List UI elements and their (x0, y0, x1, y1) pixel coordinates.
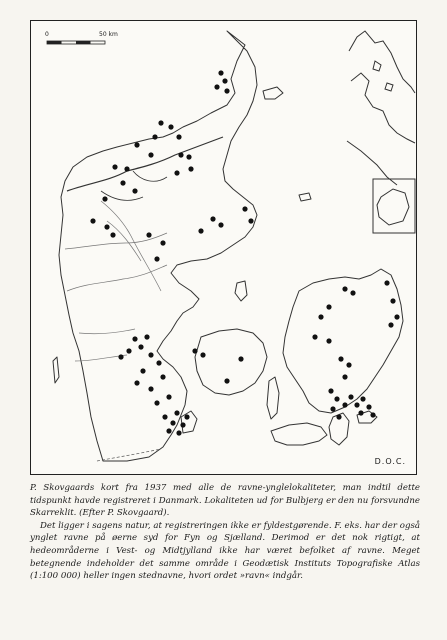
raven-site (132, 188, 137, 193)
raven-site (110, 232, 115, 237)
raven-site (120, 180, 125, 185)
raven-site (176, 134, 181, 139)
raven-site (342, 374, 347, 379)
raven-site (160, 374, 165, 379)
lolland-outline (271, 423, 327, 445)
raven-site (210, 216, 215, 221)
raven-site (186, 154, 191, 159)
raven-site (222, 78, 227, 83)
raven-site (330, 406, 335, 411)
raven-site (326, 304, 331, 309)
raven-site (328, 388, 333, 393)
raven-site (124, 166, 129, 171)
raven-site (384, 280, 389, 285)
raven-site (198, 228, 203, 233)
denmark-map (31, 21, 416, 474)
raven-site (154, 256, 159, 261)
raven-site (360, 396, 365, 401)
raven-site (238, 356, 243, 361)
scale-start-label: 0 (45, 31, 49, 38)
raven-site (336, 414, 341, 419)
raven-site (348, 394, 353, 399)
raven-site (214, 84, 219, 89)
map-credit: D.O.C. (374, 457, 406, 466)
scale-bar (41, 31, 121, 49)
langeland-outline (267, 377, 279, 419)
raven-site (346, 362, 351, 367)
raven-site (160, 240, 165, 245)
raven-site (146, 232, 151, 237)
raven-site (170, 420, 175, 425)
raven-site (90, 218, 95, 223)
samsoe-outline (235, 281, 247, 301)
caption-paragraph-2: Det ligger i sagens natur, at registreringen ikke er fyldestgørende. F. eks. har der også ynglet ravne på øerne syd for Fyn og Sjælland. Derimod er det nok rigtigt, at hedeområderne i Vest- og Midtjylland ikke har været befolket af ravne. Meget betegnende indeholder det samme område i Geodætisk Instituts Topografiske Atlas (1:100 000) heller ingen stednavne, hvori ordet »ravn« indgår. (30, 520, 420, 582)
raven-site (370, 412, 375, 417)
raven-site (224, 378, 229, 383)
raven-site (126, 348, 131, 353)
raven-site (118, 354, 123, 359)
raven-site (166, 428, 171, 433)
raven-site (366, 404, 371, 409)
raven-site (394, 314, 399, 319)
raven-site (388, 322, 393, 327)
raven-site (354, 402, 359, 407)
raven-site (188, 166, 193, 171)
raven-site (350, 290, 355, 295)
raven-site (342, 286, 347, 291)
laesoe-outline (263, 87, 283, 99)
raven-site (152, 134, 157, 139)
raven-site (104, 224, 109, 229)
raven-site (112, 164, 117, 169)
raven-site (342, 402, 347, 407)
raven-site (218, 70, 223, 75)
raven-site (224, 88, 229, 93)
raven-site (312, 334, 317, 339)
raven-site (168, 124, 173, 129)
raven-site (338, 356, 343, 361)
raven-site (180, 422, 185, 427)
raven-site (242, 206, 247, 211)
raven-site (144, 334, 149, 339)
raven-site (390, 298, 395, 303)
raven-site (192, 348, 197, 353)
als-outline (181, 411, 197, 433)
raven-site (134, 380, 139, 385)
scale-end-label: 50 km (99, 31, 118, 38)
raven-site (156, 360, 161, 365)
fyn-outline (195, 329, 267, 395)
raven-site (140, 368, 145, 373)
caption-paragraph-1: P. Skovgaards kort fra 1937 med alle de ravne-ynglelokaliteter, man indtil dette tidspunkt havde registreret i Danmark. Lokaliteten ud for Bulbjerg er den nu forsvundne Skarreklit. (Efter P. Skovgaard). (30, 483, 420, 519)
sweden-coast (349, 31, 415, 143)
raven-site (148, 386, 153, 391)
raven-site (178, 152, 183, 157)
raven-site (158, 120, 163, 125)
raven-site (154, 400, 159, 405)
raven-site (176, 430, 181, 435)
raven-site (174, 410, 179, 415)
raven-site (134, 142, 139, 147)
fanoe-outline (53, 357, 59, 383)
raven-site (248, 218, 253, 223)
raven-site (148, 352, 153, 357)
raven-site (132, 336, 137, 341)
raven-site (162, 414, 167, 419)
raven-site (166, 394, 171, 399)
raven-site (138, 344, 143, 349)
raven-site (148, 152, 153, 157)
raven-site (358, 410, 363, 415)
raven-site (334, 396, 339, 401)
raven-site (174, 170, 179, 175)
raven-site (200, 352, 205, 357)
caption (30, 482, 420, 583)
raven-site (318, 314, 323, 319)
anholt-outline (299, 193, 311, 201)
raven-site (184, 414, 189, 419)
raven-site (218, 222, 223, 227)
raven-site (326, 338, 331, 343)
raven-site (102, 196, 107, 201)
map-frame (30, 20, 417, 475)
